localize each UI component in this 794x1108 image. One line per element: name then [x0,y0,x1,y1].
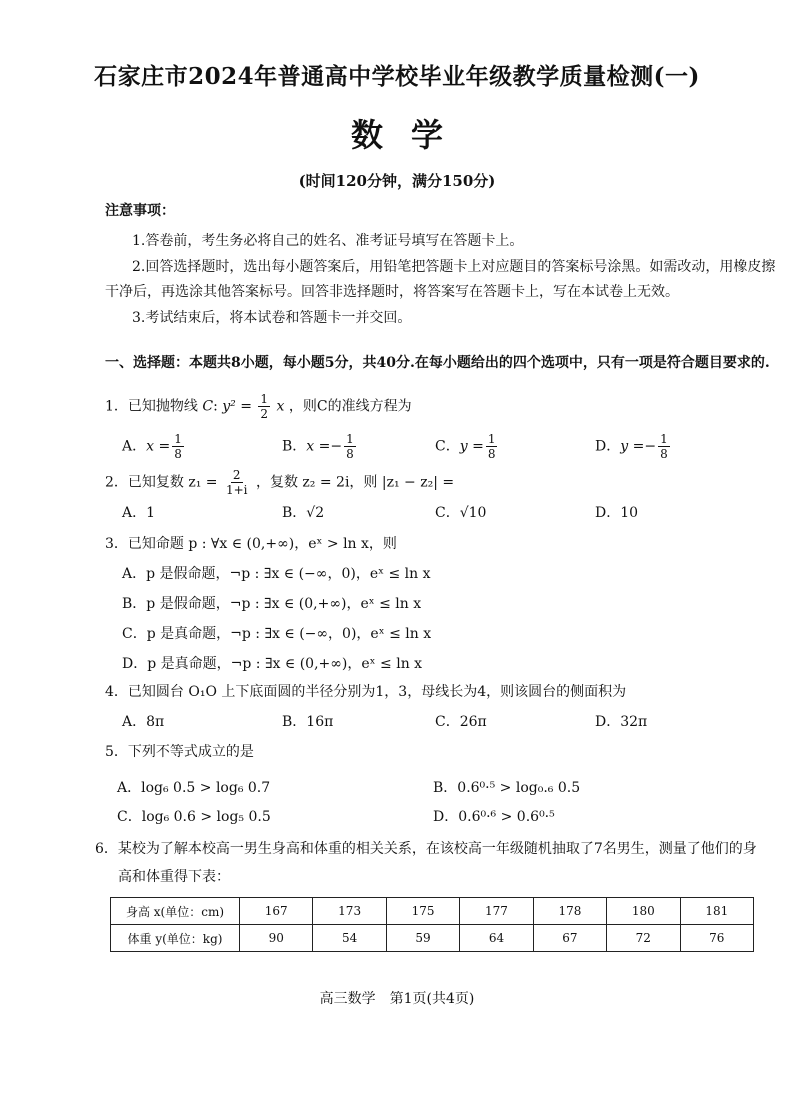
table-cell: 72 [607,925,680,952]
q5-option-d: D．0.6⁰·⁶ > 0.6⁰·⁵ [433,809,555,825]
q2-option-b: B．√2 [282,505,325,521]
table-cell: 54 [313,925,386,952]
question-1-stem: 1．已知抛物线 C: y² = $\frac{1}{2}$ x ，则C的准线方程为 [105,392,412,421]
table-cell: 59 [386,925,459,952]
q3-option-c: C．p 是真命题，¬p : ∃x ∈ (−∞，0)，eˣ ≤ ln x [122,626,432,642]
table-cell: 173 [313,898,386,925]
q4-option-a: A．8π [122,714,165,730]
table-cell: 177 [460,898,533,925]
q2-option-a: A．1 [122,505,156,521]
q4-option-d: D．32π [595,714,648,730]
table-cell: 181 [680,898,753,925]
section-heading: 一、选择题：本题共8小题，每小题5分，共40分.在每小题给出的四个选项中，只有一项是符合题目要求的. [105,355,770,371]
fraction: $\frac{2}{1+i}$ [225,468,248,497]
q4-option-b: B．16π [282,714,334,730]
table-row-header: 身高 x(单位：cm) [111,898,240,925]
q4-option-c: C．26π [435,714,487,730]
question-4-stem: 4．已知圆台 O₁O 上下底面圆的半径分别为1，3，母线长为4，则该圆台的侧面积为 [105,684,627,700]
notice-item-2: 2.回答选择题时，选出每小题答案后，用铅笔把答题卡上对应题目的答案标号涂黑。如需改动，用橡皮擦 [132,259,776,275]
q2-option-d: D．10 [595,505,639,521]
q5-option-b: B．0.6⁰·⁵ > log₀.₆ 0.5 [433,780,581,796]
exam-title: 石家庄市2024年普通高中学校毕业年级教学质量检测(一) [94,63,700,90]
height-weight-table [110,897,754,952]
time-info: (时间120分钟，满分150分) [298,172,496,190]
notice-heading: 注意事项： [105,203,175,219]
question-5-stem: 5．下列不等式成立的是 [105,744,254,760]
q1-option-a: A．x = $\frac{1}{8}$ [122,432,182,461]
table-cell: 90 [240,925,313,952]
notice-item-2-cont: 干净后，再选涂其他答案标号。回答非选择题时，将答案写在答题卡上，写在本试卷上无效。 [105,284,679,300]
table-cell: 76 [680,925,753,952]
notice-item-1: 1.答卷前，考生务必将自己的姓名、准考证号填写在答题卡上。 [132,233,524,249]
q1-option-c: C．y = $\frac{1}{8}$ [435,432,496,461]
table-row [111,898,754,925]
notice-item-3: 3.考试结束后，将本试卷和答题卡一并交回。 [132,310,412,326]
table-cell: 64 [460,925,533,952]
q1-option-b: B．x =− $\frac{1}{8}$ [282,432,354,461]
question-6-stem: 6．某校为了解本校高一男生身高和体重的相关关系，在该校高一年级随机抽取了7名男生，测量了他们的身 [95,841,757,857]
q3-option-b: B．p 是假命题，¬p : ∃x ∈ (0,+∞)，eˣ ≤ ln x [122,596,422,612]
table-cell: 178 [533,898,606,925]
table-cell: 167 [240,898,313,925]
table-cell: 180 [607,898,680,925]
q3-option-a: A．p 是假命题，¬p : ∃x ∈ (−∞，0)，eˣ ≤ ln x [122,566,431,582]
question-2-stem: 2．已知复数 z₁ = $\frac{2}{1+i}$ ，复数 z₂ = 2i，则 |z₁ − z₂| = [105,468,455,497]
q3-option-d: D．p 是真命题，¬p : ∃x ∈ (0,+∞)，eˣ ≤ ln x [122,656,423,672]
q5-option-a: A．log₆ 0.5 > log₆ 0.7 [117,780,271,796]
q5-option-c: C．log₆ 0.6 > log₅ 0.5 [117,809,271,825]
fraction: $\frac{1}{2}$ [260,392,269,421]
q2-option-c: C．√10 [435,505,487,521]
q1-option-d: D．y =− $\frac{1}{8}$ [595,432,668,461]
page-footer: 高三数学 第1页(共4页) [319,991,475,1007]
table-cell: 175 [386,898,459,925]
table-row-header: 体重 y(单位：kg) [111,925,240,952]
question-3-stem: 3．已知命题 p : ∀x ∈ (0,+∞)，eˣ > ln x，则 [105,536,397,552]
question-6-stem-cont: 高和体重得下表： [118,869,230,885]
table-cell: 67 [533,925,606,952]
table-row [111,925,754,952]
subject-title: 数学 [350,116,471,154]
